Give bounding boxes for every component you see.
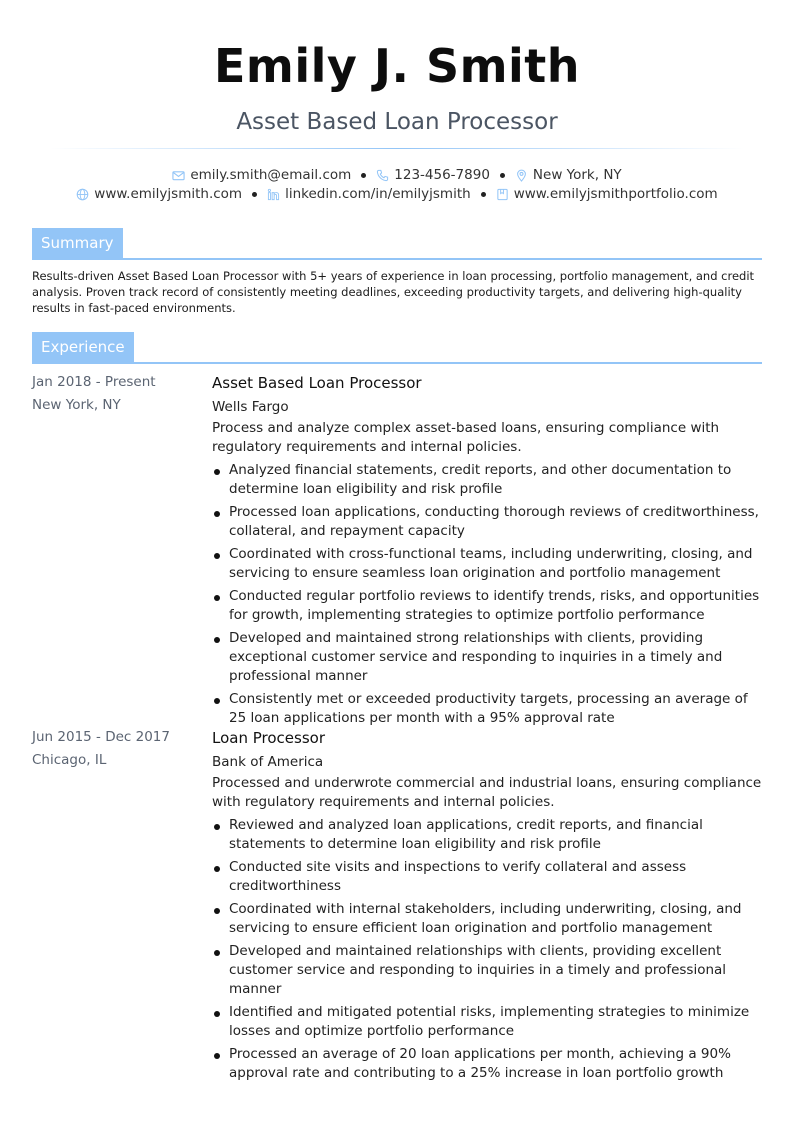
job-title-heading: Asset Based Loan Processor: [236, 109, 558, 135]
list-item: Developed and maintained strong relationships with clients, providing exceptional customer service and responding to inquiries in a timely and professional manner: [212, 629, 764, 686]
website-link[interactable]: [76, 185, 242, 203]
candidate-name: Emily J. Smith: [213, 39, 581, 93]
list-item: Consistently met or exceeded productivity targets, processing an average of 25 loan applications per month with a 95% approval rate: [212, 690, 764, 728]
contact-row-primary: [0, 166, 794, 184]
globe-icon: [76, 188, 89, 201]
header-divider: [50, 148, 744, 149]
list-item: Processed loan applications, conducting thorough reviews of creditworthiness, collateral, and repayment capacity: [212, 503, 764, 541]
achievement-list: [212, 816, 764, 1083]
phone-contact[interactable]: [376, 166, 490, 184]
experience-details: [212, 726, 764, 1087]
separator-dot: [500, 173, 505, 178]
experience-section-label: Experience: [32, 332, 134, 362]
position-description: Process and analyze complex asset-based loans, ensuring compliance with regulatory requirements and internal policies.: [212, 420, 720, 455]
separator-dot: [361, 173, 366, 178]
list-item: Coordinated with cross-functional teams, including underwriting, closing, and servicing to ensure seamless loan origination and portfolio management: [212, 545, 764, 583]
email-text: emily.smith@email.com: [190, 167, 352, 183]
summary-section-header: [32, 228, 762, 260]
list-item: Conducted site visits and inspections to verify collateral and assess creditworthiness: [212, 858, 764, 896]
linkedin-icon: [267, 188, 280, 201]
linkedin-text: linkedin.com/in/emilyjsmith: [285, 186, 471, 202]
location-contact: [515, 166, 622, 184]
experience-section-header: [32, 332, 762, 364]
location-icon: [515, 169, 528, 182]
website-text: www.emilyjsmith.com: [94, 186, 243, 202]
email-contact[interactable]: [172, 166, 351, 184]
experience-meta: [32, 726, 202, 772]
summary-text: Results-driven Asset Based Loan Processor with 5+ years of experience in loan processing, portfolio management, and credit analysis. Proven track record of consistently meeting deadlines, exceeding productivity targets, and delivering high-quality results in fast-paced environments.: [32, 269, 755, 315]
list-item: Analyzed financial statements, credit reports, and other documentation to determine loan eligibility and risk profile: [212, 461, 764, 499]
employment-dates: Jan 2018 - Present: [32, 374, 156, 390]
employment-location: Chicago, IL: [32, 752, 107, 768]
summary-section-label: Summary: [32, 228, 123, 258]
portfolio-text: www.emilyjsmithportfolio.com: [513, 186, 718, 202]
employment-location: New York, NY: [32, 397, 121, 413]
company-name: Bank of America: [212, 754, 324, 770]
list-item: Coordinated with internal stakeholders, including underwriting, closing, and servicing to ensure efficient loan origination and portfolio management: [212, 900, 764, 938]
portfolio-link[interactable]: [496, 185, 718, 203]
phone-icon: [376, 169, 389, 182]
location-text: New York, NY: [532, 167, 622, 183]
employment-dates: Jun 2015 - Dec 2017: [32, 729, 170, 745]
position-title: Loan Processor: [212, 729, 325, 747]
achievement-list: [212, 461, 764, 728]
list-item: Processed an average of 20 loan applications per month, achieving a 90% approval rate and contributing to a 25% increase in loan portfolio growth: [212, 1045, 764, 1083]
position-description: Processed and underwrote commercial and industrial loans, ensuring compliance with regulatory requirements and internal policies.: [212, 775, 762, 810]
list-item: Identified and mitigated potential risks, implementing strategies to minimize losses and optimize portfolio performance: [212, 1003, 764, 1041]
list-item: Conducted regular portfolio reviews to identify trends, risks, and opportunities for growth, implementing strategies to optimize portfolio performance: [212, 587, 764, 625]
linkedin-link[interactable]: [267, 185, 471, 203]
email-icon: [172, 169, 185, 182]
list-item: Reviewed and analyzed loan applications, credit reports, and financial statements to determine loan eligibility and risk profile: [212, 816, 764, 854]
company-name: Wells Fargo: [212, 399, 289, 415]
list-item: Developed and maintained relationships with clients, providing excellent customer service and responding to inquiries in a timely and professional manner: [212, 942, 764, 999]
portfolio-icon: [496, 188, 509, 201]
experience-meta: [32, 371, 202, 417]
contact-row-links: [0, 185, 794, 203]
experience-details: [212, 371, 764, 732]
position-title: Asset Based Loan Processor: [212, 374, 422, 392]
separator-dot: [252, 192, 257, 197]
phone-text: 123-456-7890: [394, 167, 490, 183]
separator-dot: [481, 192, 486, 197]
